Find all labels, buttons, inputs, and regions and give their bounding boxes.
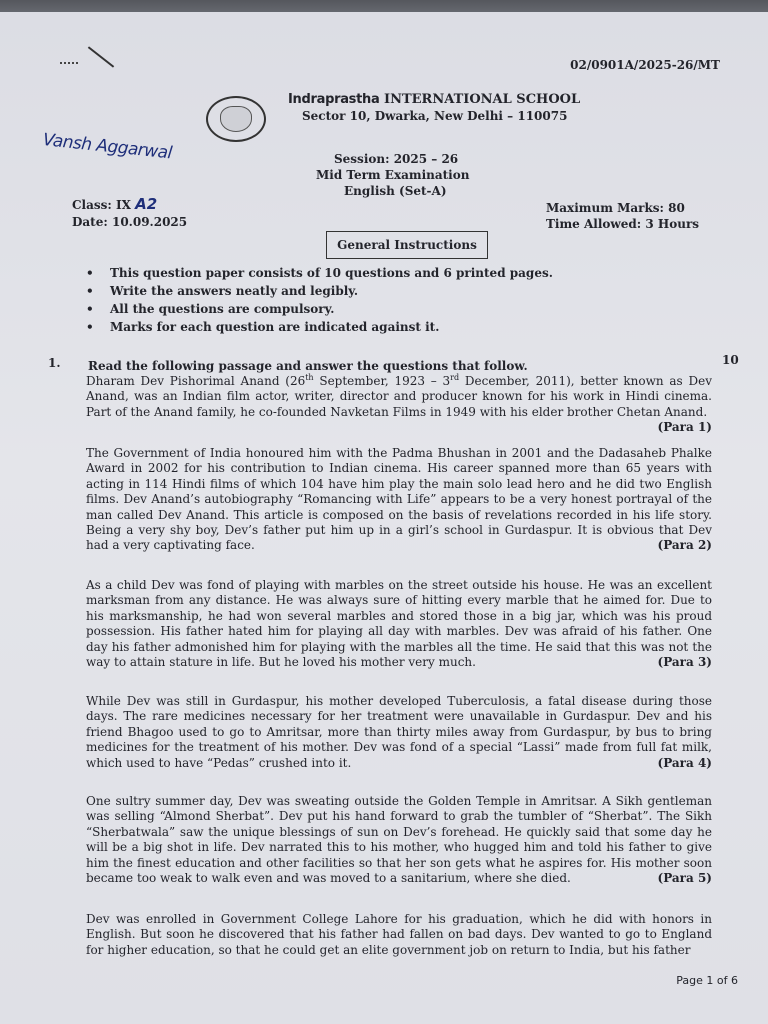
instruction-item: • Write the answers neatly and legibly. (86, 284, 359, 298)
class-label: Class: IX (72, 198, 136, 212)
passage-para-4: While Dev was still in Gurdaspur, his mother developed Tuberculosis, a fatal disease during those days. The rare medicines necessary for her treatment were unavailable in Gurdaspur. Dev and his friend Bhagoo used to go to Amritsar, more than thirty miles away from Gurdaspur, by bus to bring medicines for the treatment of his mother. Dev was fond of a special “Lassi” made from full fat milk, which used to have “Pedas” crushed into it. (Para 4) (86, 694, 712, 770)
class-line (72, 196, 187, 214)
exam-paper (0, 12, 768, 1024)
school-address: Sector 10, Dwarka, New Delhi – 110075 (302, 109, 568, 123)
class-date-block (72, 196, 187, 231)
time-allowed: Time Allowed: 3 Hours (546, 217, 700, 231)
max-marks: Maximum Marks: 80 (546, 201, 685, 215)
passage-para-6: Dev was enrolled in Government College Lahore for his graduation, which he did with honors in English. But soon he discovered that his father had fallen on bad days. Dev wanted to go to England for higher education, so that he could get an elite government job on return to India, but his father (86, 912, 712, 957)
para-tag: (Para 3) (657, 655, 712, 670)
question-heading: Read the following passage and answer the questions that follow. (88, 359, 528, 373)
school-name-rest: INTERNATIONAL SCHOOL (383, 92, 581, 107)
session: Session: 2025 – 26 (334, 152, 459, 166)
instruction-item: • All the questions are compulsory. (86, 302, 335, 316)
exam-title: Mid Term Examination (316, 168, 470, 182)
pen-stroke-mark (88, 46, 114, 67)
general-instructions-title: General Instructions (326, 231, 488, 259)
para-tag: (Para 2) (657, 538, 712, 553)
passage-para-2: The Government of India honoured him with the Padma Bhushan in 2001 and the Dadasaheb Phalke Award in 2002 for his contribution to Indian cinema. His career spanned more than 65 years with acting in 114 Hindi films of which 104 have him play the main solo lead hero and he did two English films. Dev Anand’s autobiography “Romancing with Life” appears to be a very honest portrayal of the man called Dev Anand. This article is composed on the basis of revelations recorded in his life story. Being a very shy boy, Dev’s father put him up in a girl’s school in Gurdaspur. It is obvious that Dev had a very captivating face. (Para 2) (86, 446, 712, 553)
passage-para-5: One sultry summer day, Dev was sweating outside the Golden Temple in Amritsar. A Sikh gentleman was selling “Almond Sherbat”. Dev put his hand forward to grab the tumbler of “Sherbat”. The Sikh “Sherbatwala” saw the unique blessings of sun on Dev’s forehead. He quickly said that some day he will be a big shot in life. Dev narrated this to his mother, who hugged him and told his father to give him the finest education and other facilities so that her son gets what he aspires for. His mother soon became too weak to walk even and was moved to a sanitarium, where she died. (Para 5) (86, 794, 712, 886)
question-number: 1. (48, 356, 61, 370)
subject: English (Set-A) (344, 184, 447, 198)
class-handwritten: A2 (135, 195, 158, 213)
para-tag: (Para 4) (657, 755, 712, 770)
passage-para-3: As a child Dev was fond of playing with marbles on the street outside his house. He was an excellent marksman from any distance. He was always sure of hitting every marble that he aimed for. Due to his marksmanship, he had won several marbles and stored those in a big jar, which was his proud possession. His father hated him for playing all day with marbles. Dev was afraid of his father. One day his father admonished him for playing with the marbles all the time. He said that this was not the way to attain stature in life. But he loved his mother very much. (Para 3) (86, 578, 712, 670)
para-tag: (Para 5) (657, 871, 712, 886)
school-name (288, 92, 580, 107)
school-logo-icon (206, 96, 266, 142)
passage-para-1: Dharam Dev Pishorimal Anand (26th September, 1923 – 3rd December, 2011), better known as Dev Anand, was an Indian film actor, writer, director and producer known for his work in Hindi cinema. Part of the Anand family, he co-founded Navketan Films in 1949 with his elder brother Chetan Anand. (Para 1) (86, 373, 712, 435)
date-line: Date: 10.09.2025 (72, 215, 188, 229)
student-name-handwritten: Vansh Aggarwal (41, 130, 173, 164)
school-crest-icon (220, 106, 252, 132)
paper-code: 02/0901A/2025-26/MT (570, 58, 720, 72)
instructions-list (86, 264, 553, 336)
page-number: Page 1 of 6 (676, 974, 738, 987)
instruction-item: • This question paper consists of 10 questions and 6 printed pages. (86, 266, 553, 280)
pen-dots-mark (60, 62, 78, 70)
school-brand: Indraprastha (288, 92, 380, 107)
instruction-item: • Marks for each question are indicated against it. (86, 320, 440, 334)
para-tag: (Para 1) (657, 420, 712, 435)
question-marks: 10 (722, 353, 739, 367)
marks-time-block (546, 200, 699, 232)
